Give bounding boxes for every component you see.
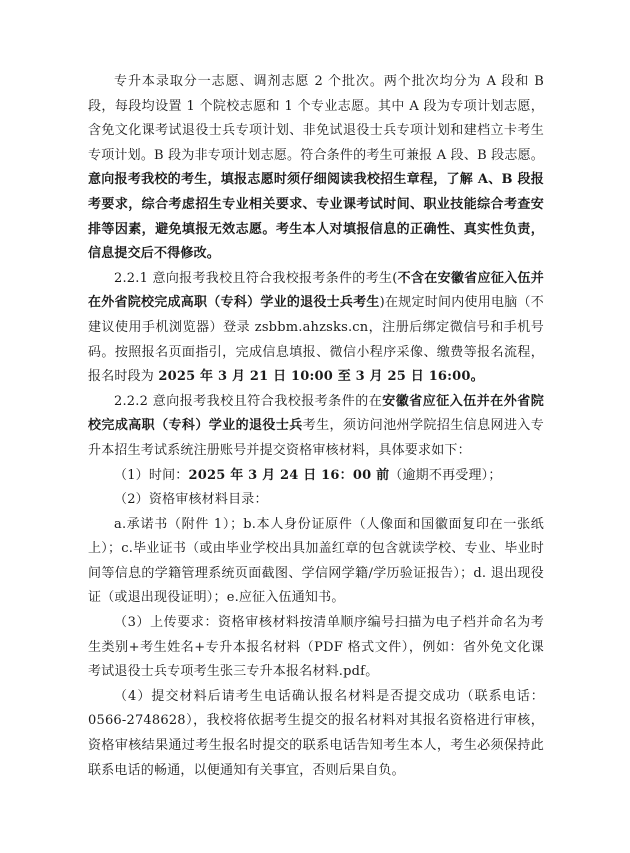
- paragraph-volunteer-overview: [88, 70, 544, 267]
- p221-instructions: )在规定时间内使用电脑（不建议使用手机浏览器）登录 zsbbm.ahzsks.cn，注册后绑定微信号和手机号码。按照报名页面指引，完成信息填报、微信小程序采像、缴费等报名流程，报名时段为: [88, 295, 544, 385]
- paragraph-confirmation: （4）提交材料后请考生电话确认报名材料是否提交成功（联系电话：0566-2748628），我校将依据考生提交的报名材料对其报名资格进行审核，资格审核结果通过考生报名时提交的联系电话告知考生本人，考生必须保持此联系电话的畅通，以便通知有关事宜，否则后果自负。: [88, 688, 544, 778]
- paragraph-upload-requirements: （3）上传要求：资格审核材料按清单顺序编号扫描为电子档并命名为考生类别+考生姓名+专升本报名材料（PDF 格式文件），例如：省外免文化课考试退役士兵专项考生张三专升本报名材料.pdf。: [88, 615, 544, 680]
- p221-intro: 2.2.1 意向报考我校且符合我校报考条件的考生(: [114, 270, 398, 286]
- volunteer-overview-text: 专升本录取分一志愿、调剂志愿 2 个批次。两个批次均分为 A 段和 B 段，每段均设置 1 个院校志愿和 1 个专业志愿。其中 A 段为专项计划志愿，含免文化课考试退役士兵专项计划、非免试退役士兵专项计划和建档立卡考生专项计划。B 段为非专项计划志愿。符合条件的考生可兼报 A 段、B 段志愿。: [88, 74, 544, 163]
- paragraph-2-2-1: [88, 267, 544, 390]
- deadline-note: （逾期不再受理）；: [389, 467, 502, 483]
- p221-exclusion-bold: 不含在安徽省应征入伍并在外省院校完成高职（专科）学业的退役士兵考生: [88, 270, 544, 311]
- p222-instructions: 考生，须访问池州学院招生信息网进入专升本招生考试系统注册账号并提交资格审核材料，具体要求如下：: [88, 418, 544, 458]
- paragraph-materials-heading: （2）资格审核材料目录：: [114, 492, 268, 508]
- deadline-label: （1）时间：: [114, 467, 189, 483]
- paragraph-deadline: [88, 464, 544, 489]
- paragraph-materials-list: a.承诺书（附件 1）；b.本人身份证原件（人像面和国徽面复印在一张纸上）；c.毕业证书（或由毕业学校出具加盖红章的包含就读学校、专业、毕业时间等信息的学籍管理系统页面截图、学信网学籍/学历验证报告）；d. 退出现役证（或退出现役证明）；e.应征入伍通知书。: [88, 516, 544, 606]
- p222-intro: 2.2.2 意向报考我校且符合我校报考条件的在: [114, 393, 383, 409]
- p221-period-bold: 2025 年 3 月 21 日 10:00 至 3 月 25 日 16:00。: [158, 369, 484, 385]
- p222-veteran-bold: 安徽省应征入伍并在外省院校完成高职（专科）学业的退役士兵: [88, 393, 544, 434]
- paragraph-2-2-2: [88, 390, 544, 464]
- deadline-time-bold: 2025 年 3 月 24 日 16：00 前: [188, 467, 390, 483]
- volunteer-warning-bold: 意向报考我校的考生，填报志愿时须仔细阅读我校招生章程，了解 A、B 段报考要求，综合考虑招生专业相关要求、专业课考试时间、职业技能综合考查安排等因素，避免填报无效志愿。考生本人对填报信息的正确性、真实性负责，信息提交后不得修改。: [88, 172, 544, 262]
